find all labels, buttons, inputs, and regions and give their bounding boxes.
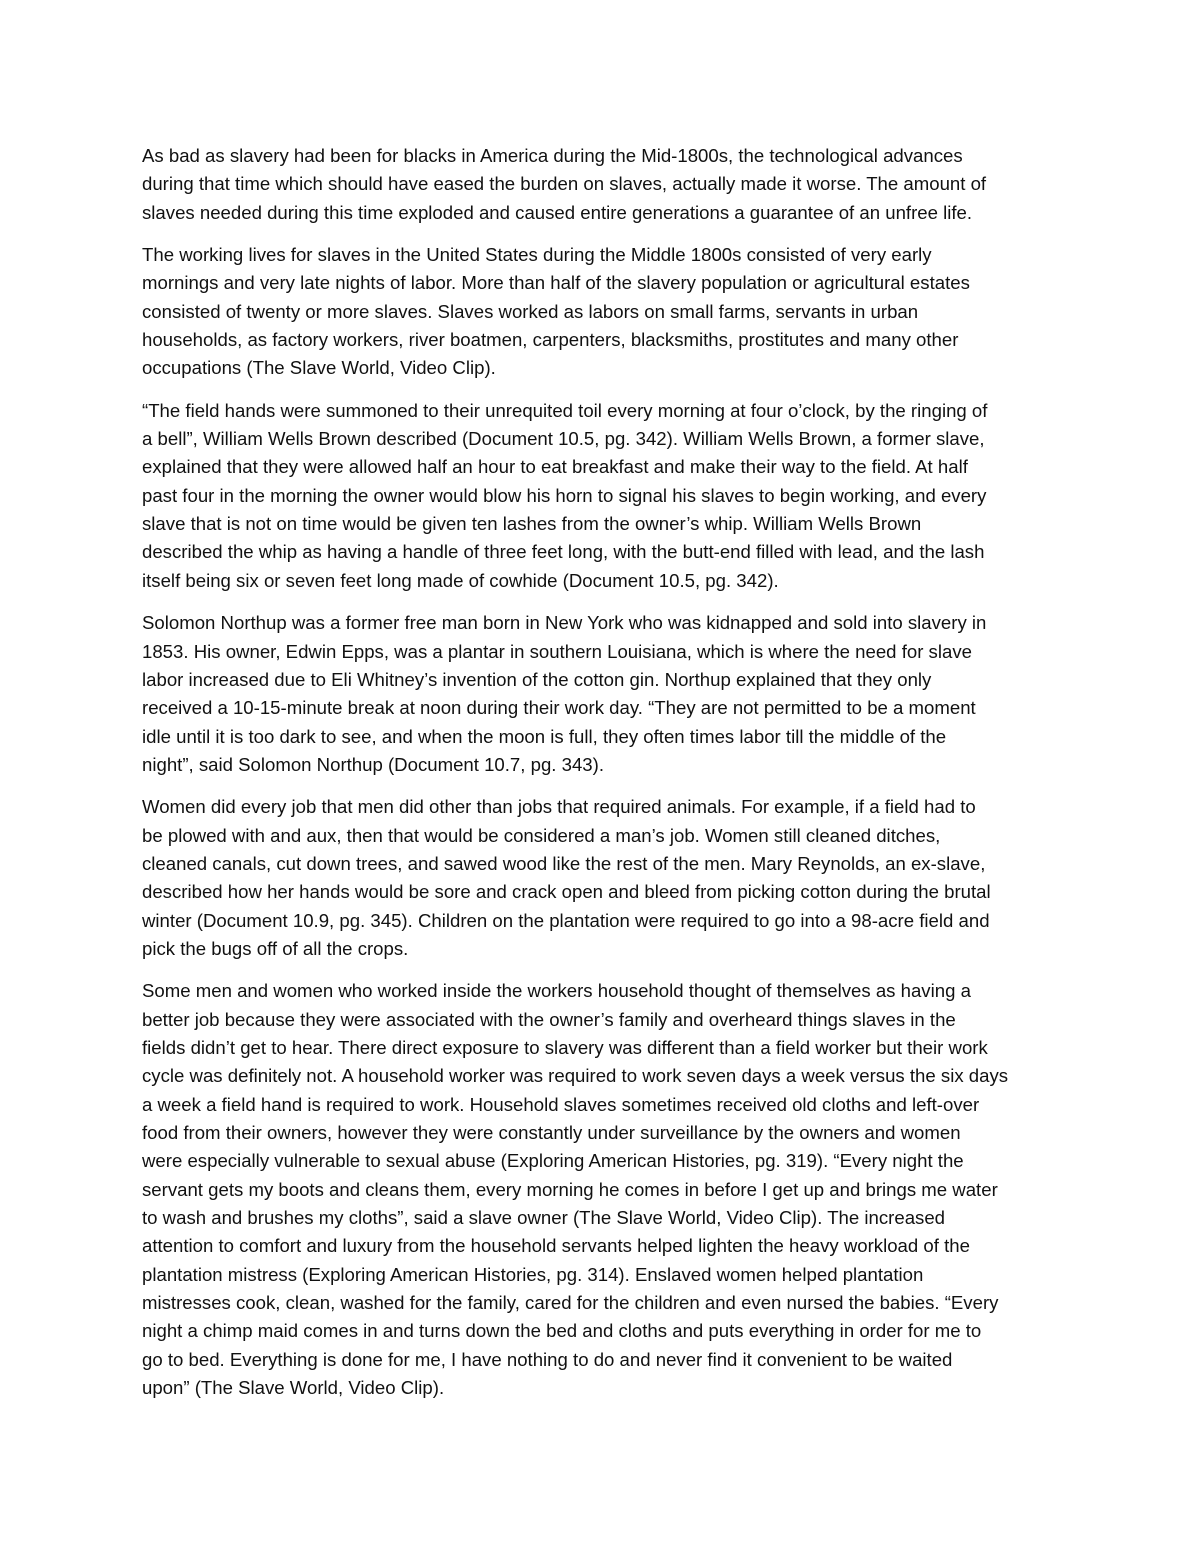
text-line: better job because they were associated with the owner’s family and overheard things slaves in the (142, 1008, 956, 1030)
text-line: mornings and very late nights of labor. More than half of the slavery population or agricultural estates (142, 272, 970, 294)
paragraph (142, 397, 1062, 595)
text-line: As bad as slavery had been for blacks in America during the Mid-1800s, the technological advances (142, 145, 963, 166)
text-line: attention to comfort and luxury from the household servants helped lighten the heavy workload of the (142, 1235, 970, 1257)
paragraph (142, 977, 1062, 1402)
text-line: Some men and women who worked inside the workers household thought of themselves as having a (142, 980, 971, 1002)
text-line: described how her hands would be sore and crack open and bleed from picking cotton during the brutal (142, 881, 991, 903)
text-line: pick the bugs off of all the crops. (142, 937, 409, 959)
text-line: labor increased due to Eli Whitney’s invention of the cotton gin. Northup explained that they only (142, 668, 932, 690)
text-line: fields didn’t get to hear. There direct exposure to slavery was different than a field worker but their work (142, 1036, 988, 1058)
text-line: The working lives for slaves in the United States during the Middle 1800s consisted of very early (142, 244, 932, 266)
text-line: a bell”, William Wells Brown described (Document 10.5, pg. 342). William Wells Brown, a former slave, (142, 428, 985, 450)
text-line: mistresses cook, clean, washed for the family, cared for the children and even nursed the babies. “Every (142, 1292, 999, 1314)
text-line: slave that is not on time would be given ten lashes from the owner’s whip. William Wells Brown (142, 513, 922, 535)
paragraph (142, 609, 1062, 779)
text-line: plantation mistress (Exploring American Histories, pg. 314). Enslaved women helped plantation (142, 1263, 924, 1285)
text-line: consisted of twenty or more slaves. Slaves worked as labors on small farms, servants in urban (142, 300, 919, 322)
text-line: past four in the morning the owner would blow his horn to signal his slaves to begin working, and every (142, 484, 987, 506)
text-line: to wash and brushes my cloths”, said a slave owner (The Slave World, Video Clip). The increased (142, 1207, 946, 1229)
text-line: received a 10-15-minute break at noon during their work day. “They are not permitted to be a moment (142, 697, 976, 719)
document-body (142, 142, 1062, 1416)
text-line: Women did every job that men did other than jobs that required animals. For example, if a field had to (142, 796, 976, 818)
paragraph (142, 142, 1062, 227)
text-line: cleaned canals, cut down trees, and sawed wood like the rest of the men. Mary Reynolds, an ex-slave, (142, 852, 986, 874)
text-line: Solomon Northup was a former free man born in New York who was kidnapped and sold into slavery in (142, 612, 987, 634)
text-line: servant gets my boots and cleans them, every morning he comes in before I get up and brings me water (142, 1178, 998, 1200)
text-line: occupations (The Slave World, Video Clip). (142, 357, 496, 379)
text-line: itself being six or seven feet long made of cowhide (Document 10.5, pg. 342). (142, 569, 779, 591)
text-line: 1853. His owner, Edwin Epps, was a plantar in southern Louisiana, which is where the need for slave (142, 640, 972, 662)
text-line: night”, said Solomon Northup (Document 10.7, pg. 343). (142, 753, 605, 775)
text-line: food from their owners, however they were constantly under surveillance by the owners and women (142, 1122, 961, 1143)
text-line: upon” (The Slave World, Video Clip). (142, 1377, 445, 1399)
text-line: idle until it is too dark to see, and when the moon is full, they often times labor till the middle of the (142, 725, 947, 747)
text-line: explained that they were allowed half an hour to eat breakfast and make their way to the field. At half (142, 456, 968, 478)
text-line: during that time which should have eased the burden on slaves, actually made it worse. The amount of (142, 173, 987, 195)
paragraph (142, 793, 1062, 963)
text-line: go to bed. Everything is done for me, I have nothing to do and never find it convenient to be waited (142, 1348, 953, 1370)
text-line: described the whip as having a handle of three feet long, with the butt-end filled with lead, and the lash (142, 541, 985, 563)
text-line: “The field hands were summoned to their unrequited toil every morning at four o’clock, by the ringing of (142, 399, 988, 421)
text-line: winter (Document 10.9, pg. 345). Children on the plantation were required to go into a 98-acre field and (142, 909, 990, 931)
text-line: a week a field hand is required to work. Household slaves sometimes received old cloths and left-over (142, 1093, 980, 1115)
text-line: were especially vulnerable to sexual abuse (Exploring American Histories, pg. 319). “Every night the (142, 1150, 964, 1172)
text-line: cycle was definitely not. A household worker was required to work seven days a week versus the six days (142, 1065, 1009, 1087)
text-line: households, as factory workers, river boatmen, carpenters, blacksmiths, prostitutes and many other (142, 329, 959, 351)
text-line: slaves needed during this time exploded and caused entire generations a guarantee of an unfree life. (142, 201, 973, 223)
text-line: be plowed with and aux, then that would be considered a man’s job. Women still cleaned ditches, (142, 824, 941, 846)
paragraph (142, 241, 1062, 383)
text-line: night a chimp maid comes in and turns down the bed and cloths and puts everything in order for me to (142, 1320, 982, 1342)
